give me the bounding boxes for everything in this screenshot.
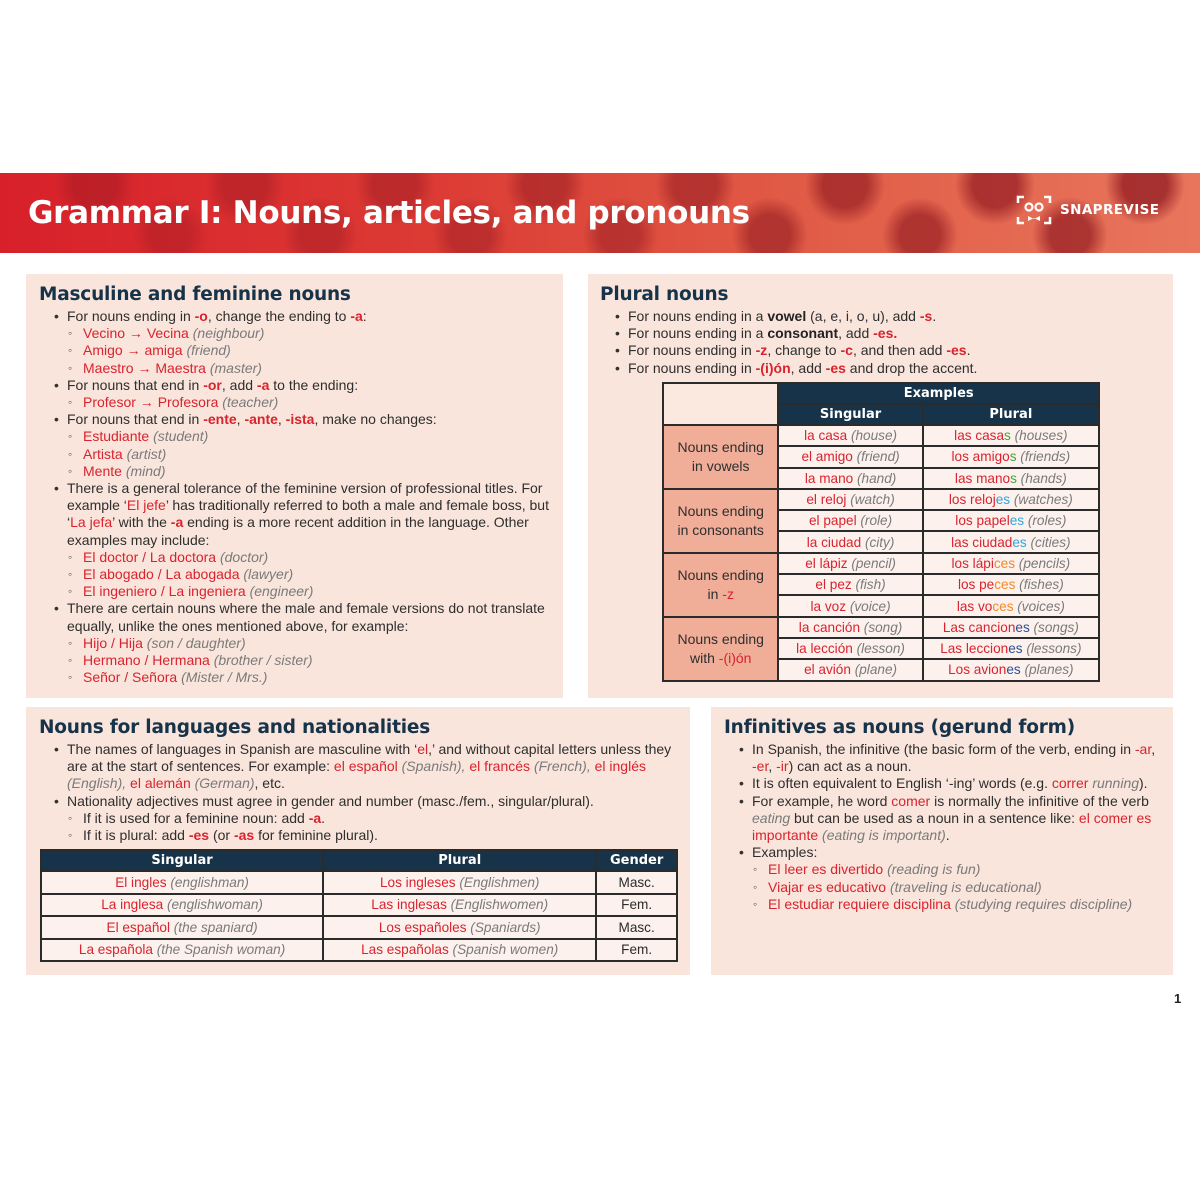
brand-logo [1016,195,1159,225]
plural-cell: Las españolas (Spanish women) [323,939,596,962]
table-row [663,425,1099,446]
plural-cell: los relojes (watches) [923,489,1099,510]
gender-cell: Masc. [596,871,677,894]
plural-cell: Las inglesas (Englishwomen) [323,894,596,917]
singular-cell: la mano (hand) [778,468,922,489]
singular-cell: la canción (song) [778,617,922,638]
example-item: ◦ Estudiante (student) [67,428,563,445]
section-title: Nouns for languages and nationalities [39,717,431,738]
example-item: ◦ El leer es divertido (reading is fun) [752,861,1161,878]
plural-cell: los papeles (roles) [923,510,1099,531]
row-group-label: Nouns ending with -(i)ón [663,617,778,681]
plural-cell: las casas (houses) [923,425,1099,446]
snaprevise-face-icon [1016,195,1052,225]
plural-cell: Las lecciones (lessons) [923,638,1099,659]
rule-item: • Examples: ◦ El leer es divertido (reading is fun) ◦ Viajar es educativo (traveling is educational) ◦ El estudiar requiere disciplina (studying requires discipline) [724,844,1161,913]
plural-cell: las manos (hands) [923,468,1099,489]
rule-item: • The names of languages in Spanish are masculine with ‘el,’ and without capital letters unless they are at the start of sentences. For example: el español (Spanish), el francés (French), el inglés (English), el alemán (German), etc. [39,741,690,793]
rule-item: • For nouns ending in -o, change the ending to -a: ◦ Vecino → Vecina (neighbour) ◦ Amigo → amiga (friend) ◦ Maestro → Maestra (master) [39,308,563,377]
singular-cell: La inglesa (englishwoman) [41,894,323,917]
singular-cell: el avión (plane) [778,659,922,680]
singular-cell: el pez (fish) [778,574,922,595]
example-item: ◦ Amigo → amiga (friend) [67,342,563,359]
singular-cell: la lección (lesson) [778,638,922,659]
masc-fem-section [26,274,563,698]
example-item: ◦ Profesor → Profesora (teacher) [67,394,563,411]
example-item: ◦ El ingeniero / La ingeniera (engineer) [67,583,549,600]
page-number: 1 [1174,991,1182,1006]
section-title: Infinitives as nouns (gerund form) [724,717,1076,738]
section-title: Masculine and feminine nouns [39,284,351,305]
table-row [663,489,1099,510]
plural-cell: Los ingleses (Englishmen) [323,871,596,894]
singular-cell: la casa (house) [778,425,922,446]
singular-cell: el reloj (watch) [778,489,922,510]
rule-item: • Nationality adjectives must agree in gender and number (masc./fem., singular/plural). ◦ If it is used for a feminine noun: add -a. ◦ If it is plural: add -es (or -as for feminine plural). [39,793,690,845]
rule-item: • In Spanish, the infinitive (the basic form of the verb, ending in -ar, -er, -ir) can act as a noun. [724,741,1161,775]
singular-cell: El ingles (englishman) [41,871,323,894]
gender-cell: Masc. [596,916,677,939]
table-header-plural: Plural [323,850,596,871]
singular-cell: el lápiz (pencil) [778,553,922,574]
rule-item: • There are certain nouns where the male and female versions do not translate equally, unlike the ones mentioned above, for example: ◦ Hijo / Hija (son / daughter) ◦ Hermano / Hermana (brother / sister) ◦ Señor / Señora (Mister / Mrs.) [39,600,563,686]
plural-cell: las ciudades (cities) [923,531,1099,552]
plural-cell: los amigos (friends) [923,446,1099,467]
table-row [41,916,677,939]
table-group-header: Examples [778,383,1099,404]
table-row [663,617,1099,638]
page-title: Grammar I: Nouns, articles, and pronouns [28,195,750,231]
example-item: ◦ Artista (artist) [67,446,563,463]
plural-examples-table [662,382,1100,682]
singular-cell: la voz (voice) [778,595,922,616]
singular-cell: La española (the Spanish woman) [41,939,323,962]
rule-item: • It is often equivalent to English ‘-ing’ words (e.g. correr running). [724,775,1161,792]
nationality-table [40,849,678,962]
section-title: Plural nouns [600,284,729,305]
example-item: ◦ Hijo / Hija (son / daughter) [67,635,553,652]
example-item: ◦ Viajar es educativo (traveling is educational) [752,879,1161,896]
plural-cell: Las canciones (songs) [923,617,1099,638]
rule-item: • For nouns ending in -z, change to -c, and then add -es. [600,342,1173,359]
row-group-label: Nouns ending in -z [663,553,778,617]
table-row [41,871,677,894]
rule-item: • For nouns that end in -ente, -ante, -ista, make no changes: ◦ Estudiante (student) ◦ Artista (artist) ◦ Mente (mind) [39,411,563,480]
table-corner [663,383,778,425]
plural-cell: los lápices (pencils) [923,553,1099,574]
sub-rule-item: ◦ If it is plural: add -es (or -as for feminine plural). [67,827,690,844]
rule-item: • For nouns that end in -or, add -a to the ending: ◦ Profesor → Profesora (teacher) [39,377,563,411]
example-item: ◦ Hermano / Hermana (brother / sister) [67,652,553,669]
table-row [663,553,1099,574]
singular-cell: el papel (role) [778,510,922,531]
table-row [41,894,677,917]
singular-cell: la ciudad (city) [778,531,922,552]
table-header-singular: Singular [41,850,323,871]
row-group-label: Nouns ending in vowels [663,425,778,489]
brand-name: SNAPREVISE [1060,202,1160,218]
table-header-plural: Plural [923,404,1099,425]
example-item: ◦ El estudiar requiere disciplina (studying requires discipline) [752,896,1161,913]
header-banner [0,173,1200,253]
table-header-gender: Gender [596,850,677,871]
singular-cell: El español (the spaniard) [41,916,323,939]
infinitives-section [711,707,1173,975]
sub-rule-item: ◦ If it is used for a feminine noun: add -a. [67,810,690,827]
gender-cell: Fem. [596,939,677,962]
singular-cell: el amigo (friend) [778,446,922,467]
example-item: ◦ Vecino → Vecina (neighbour) [67,325,563,342]
example-item: ◦ El doctor / La doctora (doctor) [67,549,549,566]
plural-cell: Los aviones (planes) [923,659,1099,680]
example-item: ◦ El abogado / La abogada (lawyer) [67,566,549,583]
table-row [41,939,677,962]
example-item: ◦ Señor / Señora (Mister / Mrs.) [67,669,553,686]
example-item: ◦ Mente (mind) [67,463,563,480]
rule-item: • For example, he word comer is normally the infinitive of the verb eating but can be used as a noun in a sentence like: el comer es importante (eating is important). [724,793,1161,845]
rule-item: • For nouns ending in a vowel (a, e, i, o, u), add -s. [600,308,1173,325]
row-group-label: Nouns ending in consonants [663,489,778,553]
gender-cell: Fem. [596,894,677,917]
rule-item: • For nouns ending in -(i)ón, add -es and drop the accent. [600,360,1173,377]
rule-item: • There is a general tolerance of the feminine version of professional titles. For example ‘El jefe’ has traditionally referred to both a male and female boss, but ‘La jefa’ with the -a ending is a more recent addition in the language. Other examples may include: ◦ El doctor / La doctora (doctor) ◦ El abogado / La abogada (lawyer) ◦ El ingeniero / La ingeniera (engineer) [39,480,563,600]
plural-cell: los peces (fishes) [923,574,1099,595]
example-item: ◦ Maestro → Maestra (master) [67,360,563,377]
table-header-singular: Singular [778,404,922,425]
plural-cell: las voces (voices) [923,595,1099,616]
rule-item: • For nouns ending in a consonant, add -es. [600,325,1173,342]
plural-cell: Los españoles (Spaniards) [323,916,596,939]
